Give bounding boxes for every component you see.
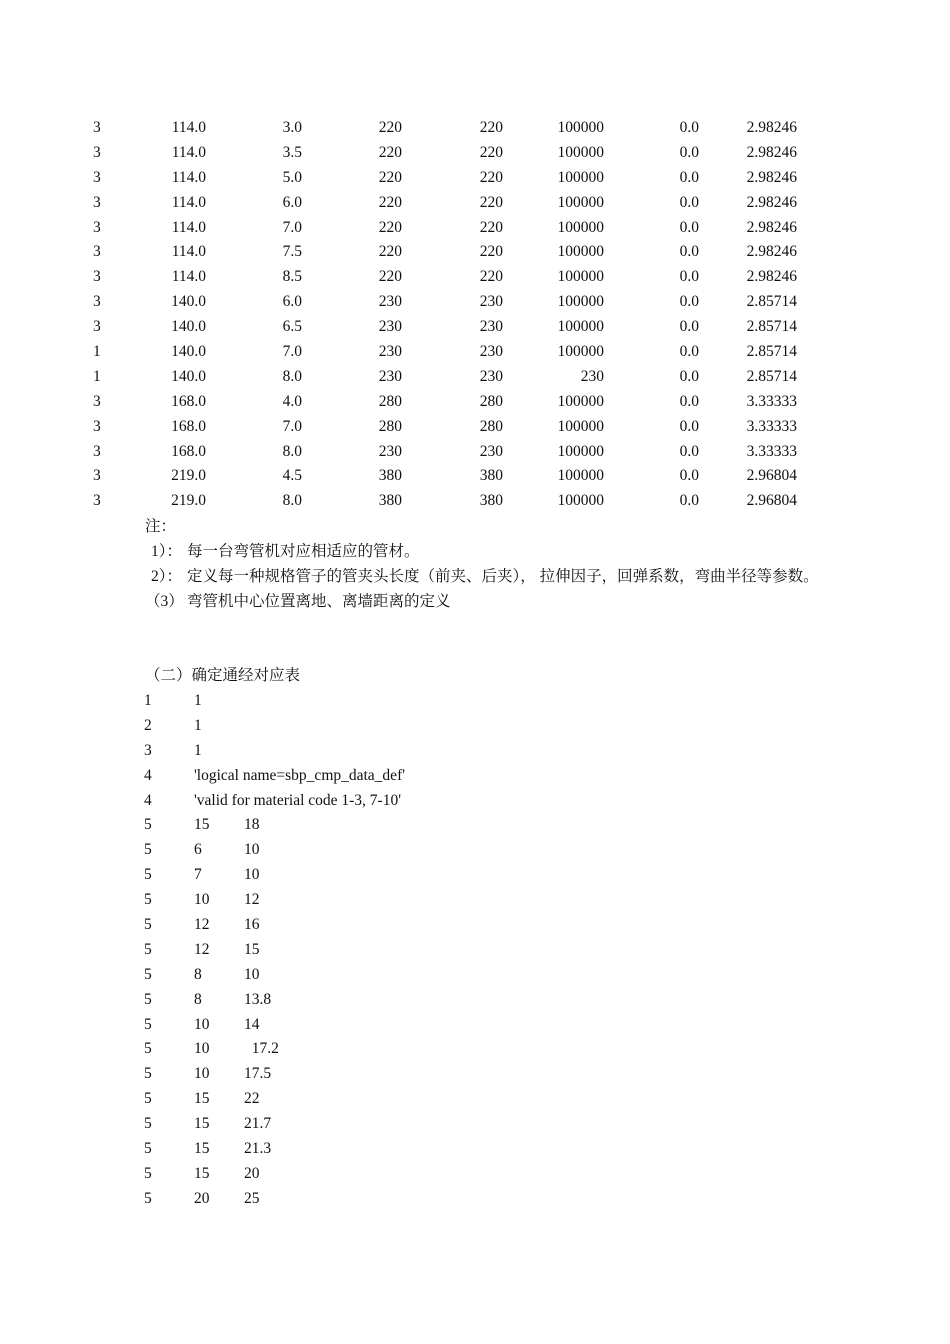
table-cell: 280	[378, 417, 402, 435]
table-cell: 219.0	[171, 492, 206, 510]
table-cell: 220	[479, 143, 503, 161]
table-cell: 13.8	[244, 990, 272, 1008]
table-cell: 5	[144, 816, 152, 834]
table-cell: 114.0	[171, 119, 206, 136]
table-cell: 5	[144, 1065, 152, 1083]
table-cell: 3.5	[282, 143, 302, 161]
table-cell: 168.0	[171, 392, 206, 410]
table-cell: 5	[144, 891, 152, 909]
note-item-1	[145, 540, 825, 565]
table-cell: 8	[194, 990, 202, 1008]
list-item	[0, 1112, 950, 1137]
table-cell: 100000	[557, 417, 604, 435]
table-cell: 100000	[557, 168, 604, 186]
table-cell: 7.0	[282, 218, 302, 236]
table-cell: 15	[194, 1140, 210, 1158]
table-cell: 0.0	[679, 467, 699, 485]
table-cell: 114.0	[171, 168, 206, 186]
table-cell: 5	[144, 1140, 152, 1158]
table-cell: 5	[144, 866, 152, 884]
table-cell: 220	[378, 193, 402, 211]
table-cell: 380	[479, 492, 503, 510]
note-item-2	[145, 565, 825, 590]
table-cell: 100000	[557, 343, 604, 361]
table-cell: 280	[378, 392, 402, 410]
table-cell: 3.33333	[746, 442, 797, 460]
table-cell: 220	[378, 143, 402, 161]
table-cell: 'valid for material code 1-3, 7-10'	[194, 791, 402, 809]
table-row	[0, 315, 950, 340]
table-cell: 0.0	[679, 442, 699, 460]
table-cell: 3	[93, 392, 101, 410]
table-cell: 8.0	[282, 367, 302, 385]
table-cell: 0.0	[679, 367, 699, 385]
table-cell: 2.85714	[746, 367, 797, 385]
table-row	[0, 489, 950, 514]
table-cell: 1	[194, 692, 202, 709]
table-cell: 15	[194, 1164, 210, 1182]
table-cell: 15	[194, 816, 210, 834]
notes-section	[145, 515, 825, 615]
list-item	[0, 963, 950, 988]
table-cell: 7	[194, 866, 202, 884]
list-item	[0, 913, 950, 938]
table-cell: 3	[93, 467, 101, 485]
table-cell: 5	[144, 1164, 152, 1182]
table-cell: 1	[93, 367, 101, 385]
table-cell: 0.0	[679, 392, 699, 410]
table-cell: 5	[144, 990, 152, 1008]
table-row	[0, 464, 950, 489]
table-row	[0, 141, 950, 166]
note-item-2-text: 定义每一种规格管子的管夹头长度（前夹、后夹）， 拉伸因子，回弹系数，弯曲半径等参数。	[187, 567, 819, 585]
table-cell: 3	[93, 293, 101, 311]
table-cell: 7.0	[282, 417, 302, 435]
table-cell: 8	[194, 965, 202, 983]
table-cell: 100000	[557, 268, 604, 286]
table-cell: 1	[194, 741, 202, 759]
list-item	[0, 714, 950, 739]
table-cell: 5	[144, 841, 152, 859]
table-cell: 22	[244, 1090, 260, 1108]
note-item-3-text: 弯管机中心位置离地、离墙距离的定义	[187, 592, 451, 610]
table-cell: 3	[93, 442, 101, 460]
table-cell: 6.0	[282, 193, 302, 211]
list-item	[0, 988, 950, 1013]
table-row	[0, 340, 950, 365]
table-cell: 10	[194, 1040, 210, 1058]
note-item-2-mark: 2）：	[151, 567, 183, 585]
table-cell: 3	[93, 218, 101, 236]
table-cell: 3	[93, 492, 101, 510]
note-item-3	[145, 590, 825, 615]
table-cell: 100000	[557, 243, 604, 261]
table-cell: 8.0	[282, 442, 302, 460]
notes-title: 注：	[145, 518, 177, 535]
table-cell: 17.5	[244, 1065, 272, 1083]
table-cell: 16	[244, 916, 260, 934]
table-cell: 230	[479, 343, 503, 361]
table-cell: 168.0	[171, 417, 206, 435]
table-cell: 4.0	[282, 392, 302, 410]
table-cell: 380	[479, 467, 503, 485]
table-cell: 5	[144, 1189, 152, 1207]
note-item-1-text: 每一台弯管机对应相适应的管材。	[187, 542, 420, 560]
table-cell: 140.0	[171, 367, 206, 385]
diameter-mapping-table	[0, 689, 950, 1212]
table-cell: 114.0	[171, 143, 206, 161]
table-cell: 0.0	[679, 318, 699, 336]
table-cell: 0.0	[679, 218, 699, 236]
table-cell: 12	[194, 916, 210, 934]
table-cell: 100000	[557, 492, 604, 510]
table-cell: 15	[244, 940, 260, 958]
table-cell: 21.7	[244, 1115, 272, 1133]
table-cell: 220	[378, 218, 402, 236]
table-cell: 140.0	[171, 343, 206, 361]
table-cell: 2.85714	[746, 343, 797, 361]
table-cell: 220	[479, 119, 503, 136]
table-cell: 10	[244, 841, 260, 859]
table-cell: 0.0	[679, 119, 699, 136]
table-cell: 2.85714	[746, 293, 797, 311]
list-item	[0, 1062, 950, 1087]
table-cell: 10	[244, 965, 260, 983]
list-item	[0, 739, 950, 764]
table-cell: 21.3	[244, 1140, 272, 1158]
table-cell: 230	[378, 343, 402, 361]
table-cell: 3	[93, 243, 101, 261]
table-row	[0, 265, 950, 290]
table-cell: 3.0	[282, 119, 302, 136]
table-cell: 25	[244, 1189, 260, 1207]
table-row	[0, 290, 950, 315]
table-cell: 220	[479, 243, 503, 261]
table-cell: 100000	[557, 293, 604, 311]
table-cell: 5.0	[282, 168, 302, 186]
table-cell: 18	[244, 816, 260, 834]
table-cell: 280	[479, 417, 503, 435]
table-cell: 0.0	[679, 417, 699, 435]
table-cell: 3	[93, 193, 101, 211]
table-cell: 1	[93, 343, 101, 361]
table-cell: 100000	[557, 318, 604, 336]
table-cell: 4	[144, 791, 152, 809]
table-cell: 114.0	[171, 268, 206, 286]
table-cell: 12	[194, 940, 210, 958]
list-item	[0, 1037, 950, 1062]
table-cell: 7.5	[282, 243, 302, 261]
table-cell: 3	[93, 417, 101, 435]
table-cell: 220	[378, 119, 402, 136]
table-row	[0, 365, 950, 390]
table-cell: 230	[479, 367, 503, 385]
table-cell: 3.33333	[746, 417, 797, 435]
table-cell: 2.98246	[746, 268, 797, 286]
table-cell: 230	[479, 318, 503, 336]
table-cell: 0.0	[679, 143, 699, 161]
table-cell: 100000	[557, 442, 604, 460]
table-row	[0, 116, 950, 141]
table-cell: 5	[144, 1040, 152, 1058]
list-item	[0, 888, 950, 913]
table-cell: 1	[144, 692, 152, 709]
table-row	[0, 216, 950, 241]
note-item-3-mark: （3）	[145, 592, 184, 610]
table-cell: 2.96804	[746, 492, 797, 510]
table-cell: 6.0	[282, 293, 302, 311]
table-cell: 2.98246	[746, 143, 797, 161]
list-item	[0, 1162, 950, 1187]
table-cell: 220	[479, 193, 503, 211]
table-cell: 230	[378, 367, 402, 385]
table-cell: 114.0	[171, 218, 206, 236]
table-cell: 17.2	[244, 1040, 279, 1058]
table-row	[0, 440, 950, 465]
table-cell: 114.0	[171, 243, 206, 261]
table-cell: 10	[244, 866, 260, 884]
list-item	[0, 1187, 950, 1212]
table-cell: 8.0	[282, 492, 302, 510]
table-cell: 230	[378, 442, 402, 460]
table-cell: 2.96804	[746, 467, 797, 485]
table-cell: 5	[144, 940, 152, 958]
table-cell: 2.98246	[746, 243, 797, 261]
table-cell: 230	[378, 318, 402, 336]
table-cell: 3	[93, 168, 101, 186]
list-item	[0, 1137, 950, 1162]
bender-parameter-table	[0, 116, 950, 514]
table-cell: 0.0	[679, 293, 699, 311]
table-cell: 100000	[557, 119, 604, 136]
table-row	[0, 415, 950, 440]
table-cell: 3	[93, 143, 101, 161]
list-item	[0, 838, 950, 863]
table-cell: 3.33333	[746, 392, 797, 410]
table-cell: 230	[479, 442, 503, 460]
table-cell: 0.0	[679, 343, 699, 361]
table-cell: 5	[144, 1015, 152, 1033]
table-cell: 2.98246	[746, 119, 797, 136]
table-cell: 220	[479, 268, 503, 286]
table-cell: 4.5	[282, 467, 302, 485]
table-cell: 14	[244, 1015, 260, 1033]
table-cell: 220	[479, 218, 503, 236]
table-cell: 15	[194, 1090, 210, 1108]
table-cell: 4	[144, 766, 152, 784]
table-cell: 1	[194, 716, 202, 734]
table-cell: 0.0	[679, 243, 699, 261]
table-cell: 6.5	[282, 318, 302, 336]
table-cell: 220	[378, 168, 402, 186]
table-cell: 5	[144, 916, 152, 934]
list-item	[0, 789, 950, 814]
table-cell: 219.0	[171, 467, 206, 485]
table-cell: 2.98246	[746, 218, 797, 236]
table-cell: 0.0	[679, 193, 699, 211]
table-cell: 100000	[557, 218, 604, 236]
list-item	[0, 689, 950, 714]
table-cell: 10	[194, 1015, 210, 1033]
table-row	[0, 191, 950, 216]
table-row	[0, 166, 950, 191]
table-cell: 3	[144, 741, 152, 759]
table-cell: 380	[378, 467, 402, 485]
table-cell: 100000	[557, 392, 604, 410]
table-cell: 2.85714	[746, 318, 797, 336]
table-cell: 3	[93, 268, 101, 286]
note-item-1-mark: 1）：	[151, 542, 183, 560]
table-cell: 220	[378, 243, 402, 261]
table-cell: 0.0	[679, 268, 699, 286]
table-cell: 220	[378, 268, 402, 286]
table-cell: 168.0	[171, 442, 206, 460]
table-cell: 15	[194, 1115, 210, 1133]
list-item	[0, 813, 950, 838]
list-item	[0, 1087, 950, 1112]
list-item	[0, 938, 950, 963]
table-cell: 5	[144, 965, 152, 983]
table-cell: 114.0	[171, 193, 206, 211]
table-cell: 380	[378, 492, 402, 510]
table-cell: 230	[479, 293, 503, 311]
table-cell: 2	[144, 716, 152, 734]
table-cell: 140.0	[171, 293, 206, 311]
table-cell: 100000	[557, 193, 604, 211]
list-item	[0, 764, 950, 789]
table-cell: 100000	[557, 467, 604, 485]
table-cell: 0.0	[679, 492, 699, 510]
table-cell: 2.98246	[746, 193, 797, 211]
table-cell: 220	[479, 168, 503, 186]
table-cell: 100000	[557, 143, 604, 161]
table-cell: 7.0	[282, 343, 302, 361]
table-cell: 280	[479, 392, 503, 410]
table-cell: 6	[194, 841, 202, 859]
table-row	[0, 240, 950, 265]
table-cell: 2.98246	[746, 168, 797, 186]
table-cell: 3	[93, 318, 101, 336]
table-cell: 12	[244, 891, 260, 909]
table-row	[0, 390, 950, 415]
table-cell: 20	[244, 1164, 260, 1182]
table-cell: 10	[194, 1065, 210, 1083]
table-cell: 5	[144, 1090, 152, 1108]
table-cell: 3	[93, 119, 101, 136]
table-cell: 140.0	[171, 318, 206, 336]
table-cell: 5	[144, 1115, 152, 1133]
section-2-title: （二）确定通经对应表	[145, 667, 301, 684]
table-cell: 230	[378, 293, 402, 311]
table-cell: 'logical name=sbp_cmp_data_def'	[194, 766, 406, 784]
table-cell: 8.5	[282, 268, 302, 286]
table-cell: 0.0	[679, 168, 699, 186]
list-item	[0, 1013, 950, 1038]
list-item	[0, 863, 950, 888]
table-cell: 230	[580, 367, 604, 385]
table-cell: 20	[194, 1189, 210, 1207]
table-cell: 10	[194, 891, 210, 909]
